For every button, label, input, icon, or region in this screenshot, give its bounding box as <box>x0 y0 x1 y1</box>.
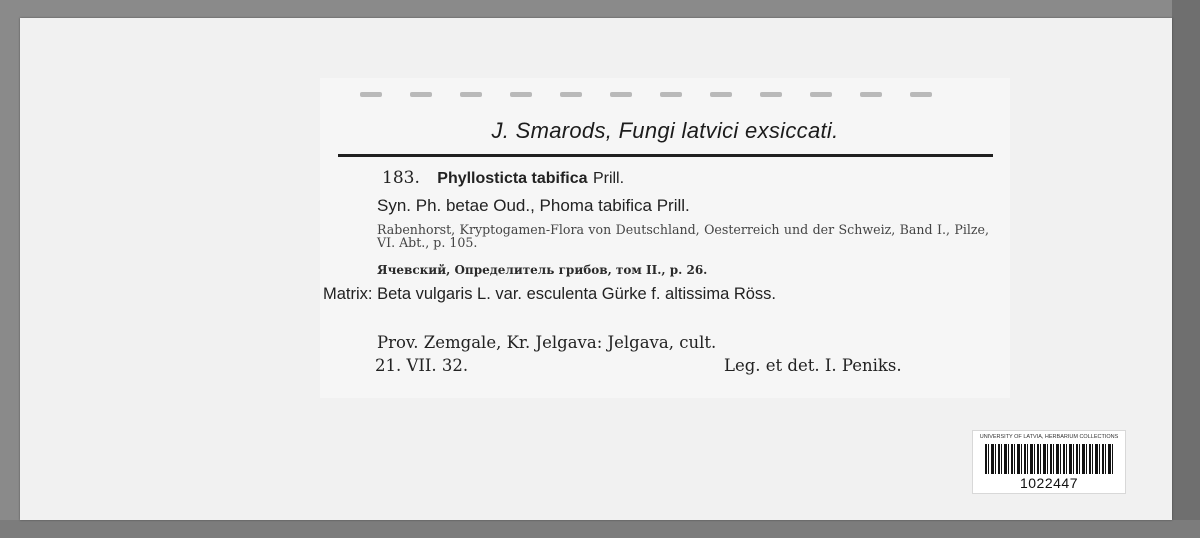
collector-line: Leg. et det. I. Peniks. <box>724 356 902 375</box>
barcode-number: 1022447 <box>1019 475 1078 491</box>
synonyms-line: Syn. Ph. betae Oud., Phoma tabifica Prill. <box>377 196 690 215</box>
reference-rabenhorst: Rabenhorst, Kryptogamen-Flora von Deutschland, Oesterreich und der Schweiz, Band I., Pilze, VI. Abt., p. 105. <box>377 222 989 250</box>
taxon-line <box>382 168 624 188</box>
title-rule <box>338 154 993 157</box>
exsiccata-number: 183. <box>382 168 420 188</box>
label-title: J. Smarods, Fungi latvici exsiccati. <box>491 118 839 143</box>
matrix-line: Matrix: Beta vulgaris L. var. esculenta Gürke f. altissima Röss. <box>323 285 777 303</box>
specimen-label <box>320 78 1010 398</box>
collection-date: 21. VII. 32. <box>375 356 469 375</box>
locality-line: Prov. Zemgale, Kr. Jelgava: Jelgava, cult. <box>377 333 717 352</box>
barcode-label <box>972 430 1126 494</box>
barcode-bars <box>985 444 1113 474</box>
scan-edge-bottom <box>0 520 1200 538</box>
taxon-name: Phyllosticta tabifica <box>437 170 588 187</box>
taxon-author: Prill. <box>592 170 625 187</box>
scan-edge-right <box>1172 0 1200 538</box>
reference-jaczewski: Ячевский, Определитель грибов, том II., p. 26. <box>377 263 708 277</box>
faint-stamp-marks <box>360 88 960 102</box>
barcode-caption: UNIVERSITY OF LATVIA, HERBARIUM COLLECTIONS <box>979 434 1119 440</box>
